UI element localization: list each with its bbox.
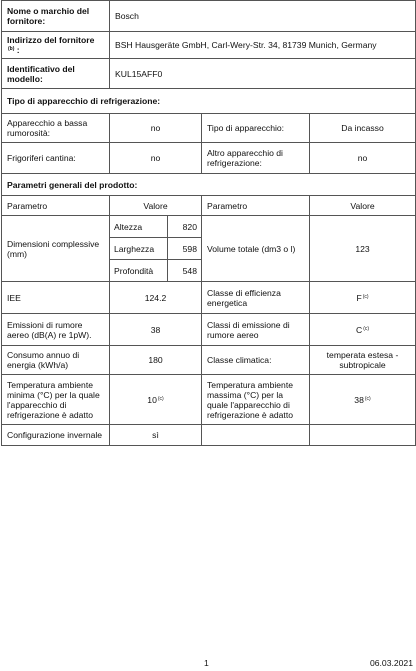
column-header-value: Valore [110,196,202,216]
annual-consumption-value: 180 [110,346,202,375]
supplier-name-value: Bosch [110,1,416,32]
supplier-name-label: Nome o marchio del fornitore: [2,1,110,32]
max-temperature-label: Temperatura ambiente massima (°C) per la quale l'apparecchio di refrigerazione è adatto [202,375,310,425]
eei-value: 124.2 [110,282,202,314]
low-noise-value: no [110,114,202,143]
product-information-sheet [1,0,415,446]
appliance-type-value: Da incasso [310,114,416,143]
width-value: 598 [167,238,201,260]
other-appliance-value: no [310,143,416,174]
noise-class-value: $C^{(c)}$ [310,314,416,346]
supplier-address-label: Indirizzo del fornitore $^{(b)}$ : [2,32,110,59]
energy-class-label: Classe di efficienza energetica [202,282,310,314]
wine-cooler-value: no [110,143,202,174]
noise-emission-value: 38 [110,314,202,346]
winter-setting-value: sì [110,425,202,446]
footer-date: 06.03.2021 [369,658,413,668]
model-identifier-value: KUL15AFF0 [110,59,416,89]
other-appliance-label: Altro apparecchio di refrigerazione: [202,143,310,174]
energy-class-value: $F^{(c)}$ [310,282,416,314]
overall-dimensions-label: Dimensioni complessive (mm) [2,216,110,282]
column-header-parameter: Parametro [2,196,110,216]
general-parameters-heading: Parametri generali del prodotto: [2,174,416,196]
climate-class-value: temperata estesa - subtropicale [310,346,416,375]
total-volume-label: Volume totale (dm3 o l) [202,216,310,282]
annual-consumption-label: Consumo annuo di energia (kWh/a) [2,346,110,375]
min-temperature-label: Temperatura ambiente minima (°C) per la quale l'apparecchio di refrigerazione è adatto [2,375,110,425]
low-noise-label: Apparecchio a bassa rumorosità: [2,114,110,143]
sheet-table [1,0,416,446]
total-volume-value: 123 [310,216,416,282]
wine-cooler-label: Frigoriferi cantina: [2,143,110,174]
supplier-address-value: BSH Hausgeräte GmbH, Carl-Wery-Str. 34, 81739 Munich, Germany [110,32,416,59]
noise-emission-label: Emissioni di rumore aereo (dB(A) re 1pW). [2,314,110,346]
depth-label: Profondità [114,265,154,276]
dimensions-subtable [110,216,202,282]
height-label: Altezza [110,216,167,238]
eei-label: IEE [2,282,110,314]
noise-class-label: Classi di emissione di rumore aereo [202,314,310,346]
page-number: 1 [204,658,209,668]
appliance-type-label: Tipo di apparecchio: [202,114,310,143]
empty-cell [202,425,310,446]
climate-class-label: Classe climatica: [202,346,310,375]
min-temperature-value: 10$^{(c)}$ [110,375,202,425]
column-header-parameter-2: Parametro [202,196,310,216]
appliance-type-heading: Tipo di apparecchio di refrigerazione: [2,89,416,114]
winter-setting-label: Configurazione invernale [2,425,110,446]
depth-value: 548 [167,260,201,282]
model-identifier-label: Identificativo del modello: [2,59,110,89]
column-header-value-2: Valore [310,196,416,216]
width-label: Larghezza [110,238,167,260]
height-value: 820 [167,216,201,238]
empty-cell [310,425,416,446]
max-temperature-value: 38$^{(c)}$ [310,375,416,425]
